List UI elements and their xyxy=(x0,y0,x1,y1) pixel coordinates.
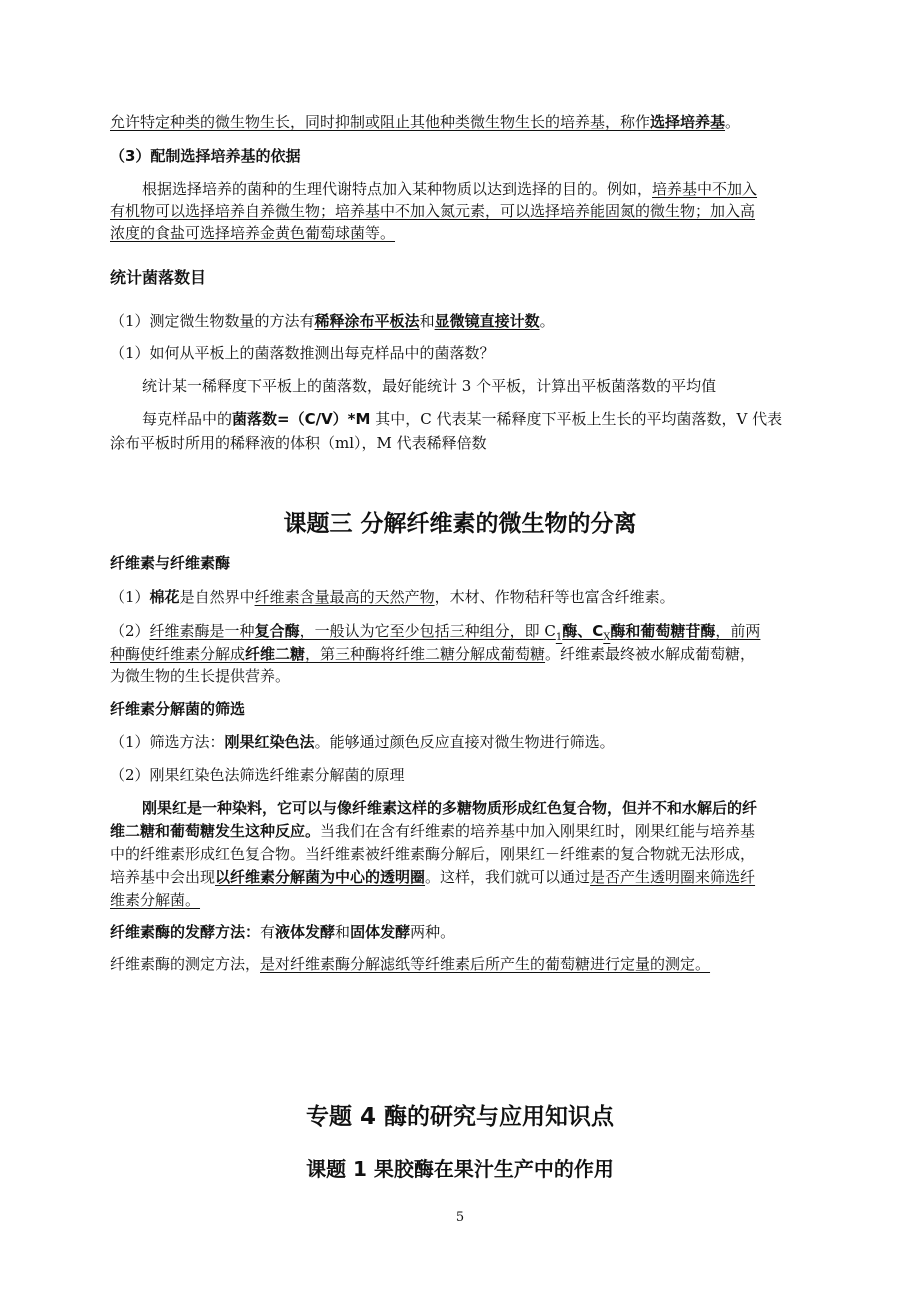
page-number: 5 xyxy=(455,1210,465,1225)
term-selective-medium: 选择培养基 xyxy=(650,113,726,131)
colony-count-item1: （1）测定微生物数量的方法有稀释涂布平板法和显微镜直接计数。 xyxy=(110,312,555,330)
screening-item1: （1）筛选方法：刚果红染色法。能够通过颜色反应直接对微生物进行筛选。 xyxy=(110,733,615,751)
paragraph-selective-basis-line3: 浓度的食盐可选择培养金黄色葡萄球菌等。 xyxy=(110,224,396,242)
colony-formula: 菌落数=（C/V）*M xyxy=(232,410,371,428)
congo-red-para-line2: 维二糖和葡萄糖发生这种反应。当我们在含有纤维素的培养基中加入刚果红时，刚果红能与培养基 xyxy=(110,822,756,840)
cellulose-item2-line3: 为微生物的生长提供营养。 xyxy=(110,667,291,685)
screening-item2: （2）刚果红染色法筛选纤维素分解菌的原理 xyxy=(110,766,405,784)
congo-red-para-line5: 维素分解菌。 xyxy=(110,891,201,909)
congo-red-para-line1: 刚果红是一种染料，它可以与像纤维素这样的多糖物质形成红色复合物，但并不和水解后的纤 xyxy=(142,799,758,817)
cellulose-item1: （1）棉花是自然界中纤维素含量最高的天然产物，木材、作物秸秆等也富含纤维素。 xyxy=(110,588,675,606)
cellulose-item2-line1: （2）纤维素酶是一种复合酶，一般认为它至少包括三种组分，即 $C_1$酶、$C_X$酶和葡萄糖苷酶，前两 xyxy=(110,622,761,643)
topic3-title: 课题三 分解纤维素的微生物的分离 xyxy=(283,511,637,537)
topic4-subtitle: 课题 1 果胶酶在果汁生产中的作用 xyxy=(306,1157,614,1181)
measure-method: 纤维素酶的测定方法，是对纤维素酶分解滤纸等纤维素后所产生的葡萄糖进行定量的测定。 xyxy=(110,955,711,973)
paragraph-selective-basis-line1: 根据选择培养的菌种的生理代谢特点加入某种物质以达到选择的目的。例如，培养基中不加入 xyxy=(142,180,758,198)
colony-count-para1: 统计某一稀释度下平板上的菌落数，最好能统计 3 个平板，计算出平板菌落数的平均值 xyxy=(142,377,717,395)
ferment-methods: 纤维素酶的发酵方法：有液体发酵和固体发酵两种。 xyxy=(110,923,456,941)
colony-count-item2: （1）如何从平板上的菌落数推测出每克样品中的菌落数？ xyxy=(110,344,495,362)
heading-cellulose-screening: 纤维素分解菌的筛选 xyxy=(110,700,246,718)
heading-cellulose-enzyme: 纤维素与纤维素酶 xyxy=(110,554,231,572)
colony-count-formula-line: 每克样品中的菌落数=（C/V）*M 其中，C 代表某一稀释度下平板上生长的平均菌落数，V 代表 xyxy=(142,410,783,428)
selective-medium-definition: 允许特定种类的微生物生长，同时抑制或阻止其他种类微生物生长的培养基，称作选择培养基。 xyxy=(110,113,741,131)
colony-count-para3: 涂布平板时所用的稀释液的体积（ml），M 代表稀释倍数 xyxy=(110,434,487,452)
heading-colony-count: 统计菌落数目 xyxy=(110,268,207,287)
heading-selective-medium-basis: （3）配制选择培养基的依据 xyxy=(110,147,301,165)
cellulose-item2-line2: 种酶使纤维素分解成纤维二糖，第三种酶将纤维二糖分解成葡萄糖。纤维素最终被水解成葡萄糖， xyxy=(110,645,756,663)
congo-red-para-line3: 中的纤维素形成红色复合物。当纤维素被纤维素酶分解后，刚果红－纤维素的复合物就无法形成， xyxy=(110,845,756,863)
paragraph-selective-basis-line2: 有机物可以选择培养自养微生物；培养基中不加入氮元素，可以选择培养能固氮的微生物；加入高 xyxy=(110,202,756,220)
congo-red-para-line4: 培养基中会出现以纤维素分解菌为中心的透明圈。这样，我们就可以通过是否产生透明圈来筛选纤 xyxy=(110,868,756,886)
topic4-title: 专题 4 酶的研究与应用知识点 xyxy=(305,1104,615,1130)
